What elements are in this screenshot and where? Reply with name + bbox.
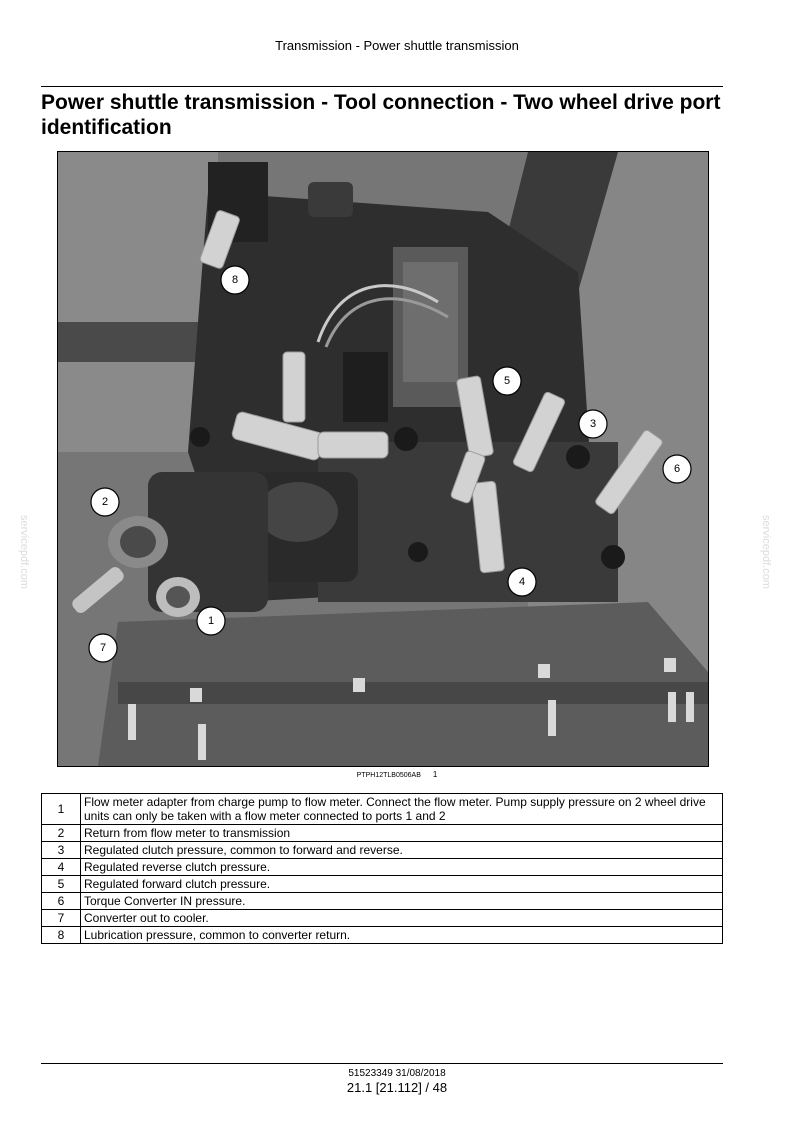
legend-description: Converter out to cooler. bbox=[81, 910, 723, 927]
legend-description: Torque Converter IN pressure. bbox=[81, 893, 723, 910]
figure-code: PTPH12TLB0506AB bbox=[356, 772, 421, 779]
footer-rule bbox=[41, 1063, 723, 1064]
legend-description: Flow meter adapter from charge pump to flow meter. Connect the flow meter. Pump supply pressure on 2 wheel drive units can only be taken with a flow meter connected to ports 1 and 2 bbox=[81, 794, 723, 825]
legend-number: 2 bbox=[42, 825, 81, 842]
table-row bbox=[42, 825, 723, 842]
callout-6: 6 bbox=[673, 463, 681, 475]
legend-number: 5 bbox=[42, 876, 81, 893]
callout-4: 4 bbox=[518, 576, 526, 588]
table-row bbox=[42, 876, 723, 893]
legend-description: Regulated reverse clutch pressure. bbox=[81, 859, 723, 876]
footer-doc-ref: 51523349 31/08/2018 bbox=[348, 1068, 446, 1079]
figure-number: 1 bbox=[432, 770, 438, 779]
legend-number: 1 bbox=[42, 794, 81, 825]
watermark-right: servicepdf.com bbox=[760, 515, 772, 589]
table-row bbox=[42, 859, 723, 876]
legend-number: 8 bbox=[42, 927, 81, 944]
watermark-left: servicepdf.com bbox=[18, 515, 30, 589]
footer-page-ref: 21.1 [21.112] / 48 bbox=[346, 1080, 448, 1095]
legend-description: Regulated clutch pressure, common to forward and reverse. bbox=[81, 842, 723, 859]
table-row bbox=[42, 893, 723, 910]
table-row bbox=[42, 927, 723, 944]
running-header: Transmission - Power shuttle transmission bbox=[275, 38, 519, 53]
table-row bbox=[42, 842, 723, 859]
callout-8: 8 bbox=[231, 274, 239, 286]
legend-description: Regulated forward clutch pressure. bbox=[81, 876, 723, 893]
table-row bbox=[42, 910, 723, 927]
legend-description: Lubrication pressure, common to converter return. bbox=[81, 927, 723, 944]
callout-5: 5 bbox=[503, 375, 511, 387]
legend-table bbox=[41, 793, 723, 944]
transmission-photo bbox=[57, 151, 709, 767]
legend-number: 4 bbox=[42, 859, 81, 876]
table-row bbox=[42, 794, 723, 825]
legend-number: 7 bbox=[42, 910, 81, 927]
legend-number: 3 bbox=[42, 842, 81, 859]
callout-1: 1 bbox=[207, 615, 215, 627]
callout-2: 2 bbox=[101, 496, 109, 508]
figure-caption bbox=[0, 770, 794, 779]
callout-7: 7 bbox=[99, 642, 107, 654]
header-rule bbox=[41, 86, 723, 87]
legend-description: Return from flow meter to transmission bbox=[81, 825, 723, 842]
callout-3: 3 bbox=[589, 418, 597, 430]
page-title: Power shuttle transmission - Tool connection - Two wheel drive port identification bbox=[41, 91, 721, 139]
legend-number: 6 bbox=[42, 893, 81, 910]
